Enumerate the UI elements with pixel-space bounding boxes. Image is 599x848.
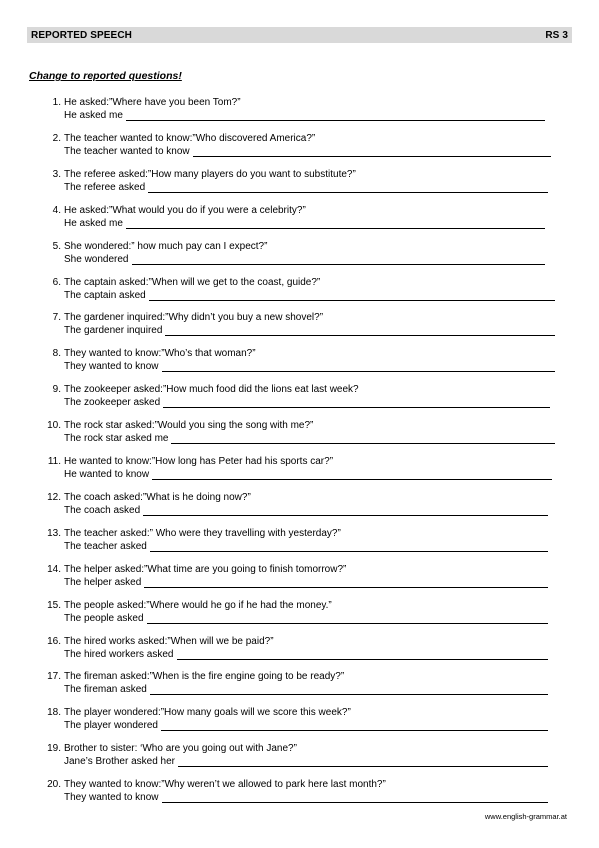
exercise-item (0, 564, 599, 594)
item-number: 6. (52, 276, 61, 288)
answer-lead: She wondered (64, 253, 129, 265)
answer-line[interactable] (150, 685, 548, 695)
item-number: 19. (47, 743, 61, 755)
exercise-item (0, 241, 599, 271)
exercise-item (0, 707, 599, 737)
answer-row (64, 720, 548, 731)
question-text: She wondered:” how much pay can I expect?” (64, 240, 268, 252)
answer-lead: The referee asked (64, 181, 146, 193)
answer-line[interactable] (193, 147, 551, 157)
question-text: The people asked:”Where would he go if he had the money.” (64, 599, 332, 611)
question-text: The fireman asked:”When is the fire engine going to be ready?” (64, 671, 345, 683)
header-bar (27, 27, 572, 43)
answer-row (64, 146, 551, 157)
item-number: 17. (47, 671, 61, 683)
footer-url: www.english-grammar.at (484, 812, 567, 821)
question-text: The zookeeper asked:”How much food did the lions eat last week? (64, 384, 359, 396)
exercise-item (0, 420, 599, 450)
answer-row (64, 325, 555, 336)
answer-lead: They wanted to know (64, 361, 159, 373)
instruction: Change to reported questions! (29, 70, 182, 82)
exercise-item (0, 133, 599, 163)
question-text: The teacher asked:” Who were they travelling with yesterday?” (64, 527, 341, 539)
answer-line[interactable] (126, 219, 545, 229)
question-text: He asked:”Where have you been Tom?” (64, 97, 241, 108)
exercise-item (0, 636, 599, 666)
item-number: 2. (52, 132, 61, 144)
answer-row (64, 182, 548, 193)
answer-row (64, 684, 548, 695)
answer-lead: The hired workers asked (64, 648, 174, 660)
answer-line[interactable] (150, 542, 548, 552)
question-text: They wanted to know:”Who’s that woman?” (64, 348, 256, 360)
answer-lead: The people asked (64, 612, 144, 624)
item-number: 8. (52, 348, 61, 360)
exercise-item (0, 600, 599, 630)
answer-lead: He asked me (64, 110, 123, 121)
answer-lead: The fireman asked (64, 684, 147, 696)
question-text: The helper asked:”What time are you going to finish tomorrow?” (64, 563, 347, 575)
question-text: He asked:”What would you do if you were a celebrity?” (64, 204, 306, 216)
exercise-item (0, 456, 599, 486)
header-title: REPORTED SPEECH (31, 29, 132, 41)
item-number: 4. (52, 204, 61, 216)
answer-lead: The coach asked (64, 504, 141, 516)
answer-lead: They wanted to know (64, 792, 159, 804)
answer-row (64, 756, 548, 767)
answer-row (64, 577, 548, 588)
item-number: 16. (47, 635, 61, 647)
answer-row (64, 505, 548, 516)
answer-line[interactable] (165, 326, 555, 336)
answer-row (64, 541, 548, 552)
answer-row (64, 649, 548, 660)
answer-row (64, 792, 548, 803)
item-number: 20. (47, 779, 61, 791)
exercise-item (0, 169, 599, 199)
answer-line[interactable] (162, 793, 549, 803)
answer-line[interactable] (144, 578, 548, 588)
answer-line[interactable] (178, 757, 548, 767)
answer-lead: The teacher wanted to know (64, 145, 190, 157)
answer-line[interactable] (162, 362, 556, 372)
answer-row (64, 433, 555, 444)
answer-row (64, 254, 545, 265)
question-text: He wanted to know:”How long has Peter had his sports car?” (64, 456, 334, 467)
item-number: 9. (52, 384, 61, 396)
item-number: 1. (52, 97, 61, 108)
question-text: The captain asked:”When will we get to the coast, guide?” (64, 276, 321, 288)
exercise-item (0, 492, 599, 522)
answer-row (64, 397, 550, 408)
answer-lead: The gardener inquired (64, 325, 163, 337)
answer-line[interactable] (163, 398, 550, 408)
exercise-item (0, 743, 599, 773)
item-number: 10. (47, 420, 61, 432)
item-number: 3. (52, 168, 61, 180)
answer-lead: He wanted to know (64, 469, 150, 480)
answer-line[interactable] (143, 506, 548, 516)
answer-lead: The rock star asked me (64, 433, 169, 445)
exercise-item (0, 528, 599, 558)
answer-row (64, 218, 545, 229)
answer-line[interactable] (147, 614, 548, 624)
exercise-item (0, 671, 599, 701)
answer-line[interactable] (177, 650, 549, 660)
answer-line[interactable] (171, 434, 555, 444)
question-text: The referee asked:”How many players do you want to substitute?” (64, 168, 356, 180)
answer-line[interactable] (148, 183, 548, 193)
answer-line[interactable] (149, 291, 555, 301)
item-number: 7. (52, 312, 61, 324)
answer-row (64, 290, 555, 301)
question-text: The rock star asked:”Would you sing the song with me?” (64, 420, 314, 432)
question-text: The gardener inquired:”Why didn’t you buy a new shovel?” (64, 312, 324, 324)
item-number: 11. (47, 456, 61, 467)
answer-row (64, 469, 552, 480)
exercise-item (0, 312, 599, 342)
question-text: The teacher wanted to know:”Who discovered America?” (64, 132, 316, 144)
exercise-item (0, 348, 599, 378)
answer-row (64, 110, 545, 121)
answer-line[interactable] (132, 255, 546, 265)
question-text: Brother to sister: ‘Who are you going out with Jane?” (64, 743, 297, 755)
answer-lead: He asked me (64, 217, 123, 229)
item-number: 12. (47, 491, 61, 503)
answer-line[interactable] (152, 470, 552, 480)
answer-row (64, 613, 548, 624)
answer-row (64, 361, 555, 372)
item-number: 18. (47, 707, 61, 719)
question-text: They wanted to know:”Why weren’t we allowed to park here last month?” (64, 779, 386, 791)
exercise-item (0, 97, 599, 127)
answer-line[interactable] (161, 721, 548, 731)
answer-lead: The zookeeper asked (64, 397, 161, 409)
answer-line[interactable] (126, 111, 545, 121)
item-number: 5. (52, 240, 61, 252)
header-code: RS 3 (545, 29, 568, 41)
item-number: 14. (47, 563, 61, 575)
question-text: The player wondered:”How many goals will we score this week?” (64, 707, 351, 719)
exercise-item (0, 779, 599, 809)
answer-lead: The captain asked (64, 289, 146, 301)
item-number: 15. (47, 599, 61, 611)
answer-lead: The player wondered (64, 720, 158, 732)
exercise-item (0, 277, 599, 307)
exercise-item (0, 205, 599, 235)
item-number: 13. (47, 527, 61, 539)
answer-lead: Jane’s Brother asked her (64, 756, 175, 768)
answer-lead: The teacher asked (64, 540, 147, 552)
question-text: The hired works asked:”When will we be paid?” (64, 635, 274, 647)
answer-lead: The helper asked (64, 576, 142, 588)
question-text: The coach asked:”What is he doing now?” (64, 491, 251, 503)
exercise-item (0, 384, 599, 414)
